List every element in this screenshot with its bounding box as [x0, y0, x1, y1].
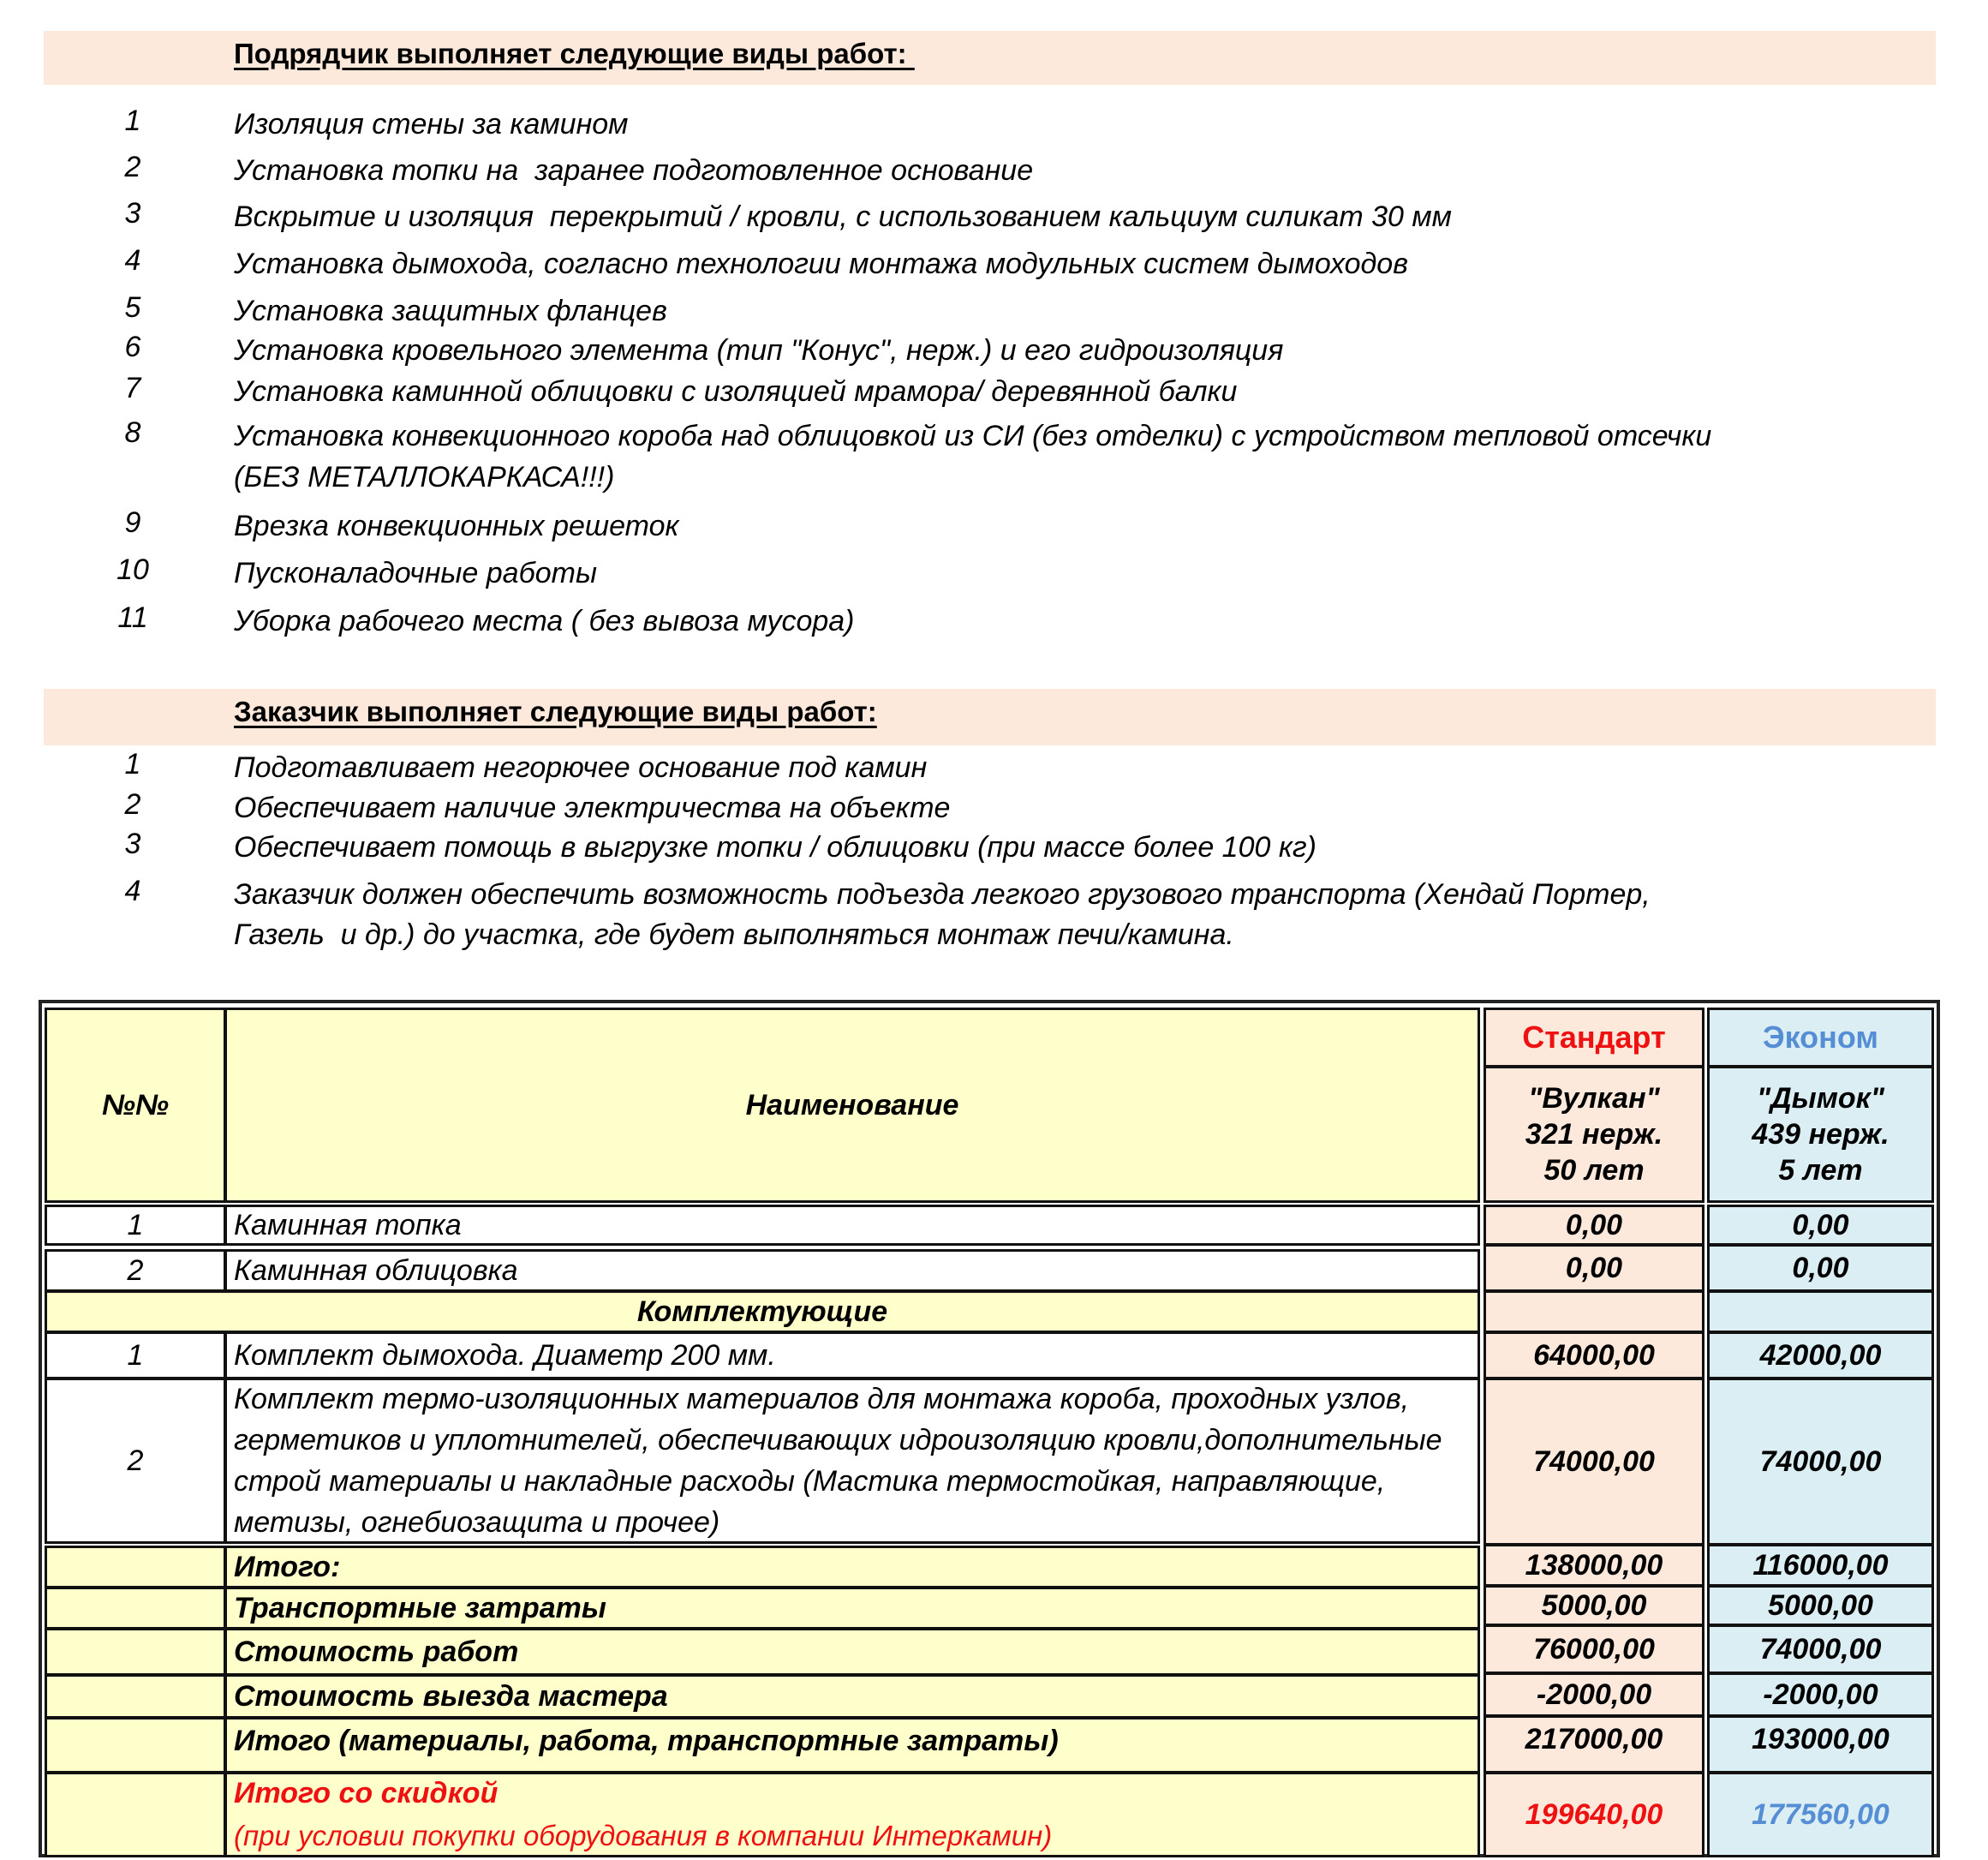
row-standard-price: 76000,00 [1484, 1624, 1704, 1674]
row-econom-price: 193000,00 [1707, 1715, 1934, 1773]
list-item: Подготавливает негорючее основание под камин [234, 751, 928, 784]
row-standard-price: 0,00 [1484, 1244, 1704, 1292]
row-standard-price: 5000,00 [1484, 1585, 1704, 1626]
row-name: Комплект термо-изоляционных материалов для монтажа короба, проходных узлов, герметиков и уплотнителей, обеспечивающих идроизоляцию кровли,дополнительные строй материалы и накладные расходы (Мастика термостойкая, направляющие, метизы, огнебиозащита и прочее) [224, 1378, 1480, 1544]
row-number: 1 [45, 1331, 226, 1379]
row-econom-price: 0,00 [1707, 1205, 1934, 1246]
list-item: Заказчик должен обеспечить возможность подъезда легкого грузового транспорта (Хендай Портер, [234, 878, 1651, 911]
list-item: Пусконаладочные работы [234, 557, 597, 589]
column-header-name: Наименование [224, 1008, 1480, 1203]
list-item-number: 9 [124, 506, 141, 539]
standard-product-steel: 321 нерж. [1525, 1118, 1663, 1151]
row-standard-price: -2000,00 [1484, 1672, 1704, 1717]
standard-product-name: "Вулкан" [1528, 1082, 1660, 1115]
list-item: Уборка рабочего места ( без вывоза мусора) [234, 605, 855, 637]
econom-product-name: "Дымок" [1757, 1082, 1884, 1115]
row-name: Итого: [224, 1546, 1480, 1588]
row-standard-price: 74000,00 [1484, 1378, 1704, 1546]
list-item-continuation: Газель и др.) до участка, где будет выполняться монтаж печи/камина. [234, 918, 1234, 951]
list-item-number: 4 [124, 244, 141, 277]
list-item-number: 5 [124, 291, 141, 324]
econom-product-info [1707, 1066, 1934, 1203]
list-item: Установка каминной облицовки с изоляцией мрамора/ деревянной балки [234, 375, 1238, 408]
row-econom-price: 5000,00 [1707, 1585, 1934, 1626]
list-item-number: 7 [124, 372, 141, 404]
list-item-number: 3 [124, 197, 141, 230]
list-item: Установка кровельного элемента (тип "Конус", нерж.) и его гидроизоляция [234, 334, 1284, 367]
row-number-empty [45, 1628, 226, 1676]
econom-product-warranty: 5 лет [1778, 1154, 1863, 1187]
list-item-number: 4 [124, 875, 141, 907]
list-item: Установка конвекционного короба над облицовкой из СИ (без отделки) с устройством тепловой отсечки [234, 420, 1712, 452]
list-item: Установка защитных фланцев [234, 295, 667, 327]
column-header-number: №№ [45, 1008, 226, 1203]
row-name: Каминная топка [224, 1205, 1480, 1246]
list-item-number: 6 [124, 331, 141, 363]
row-name: Комплект дымохода. Диаметр 200 мм. [224, 1331, 1480, 1379]
list-item-number: 1 [124, 748, 141, 780]
row-number: 2 [45, 1378, 226, 1544]
list-item-number: 11 [117, 601, 148, 634]
list-item-number: 2 [124, 151, 141, 183]
row-number: 1 [45, 1205, 226, 1246]
row-econom-price: -2000,00 [1707, 1672, 1934, 1717]
row-standard-price: 0,00 [1484, 1205, 1704, 1246]
list-item: Установка топки на заранее подготовленное основание [234, 154, 1034, 187]
list-item: Изоляция стены за камином [234, 108, 629, 141]
list-item-continuation: (БЕЗ МЕТАЛЛОКАРКАСА!!!) [234, 461, 615, 493]
row-name: Стоимость выезда мастера [224, 1674, 1480, 1719]
row-number-empty [45, 1587, 226, 1630]
row-name: Транспортные затраты [224, 1587, 1480, 1630]
row-number-empty [45, 1717, 226, 1773]
discount-title: Итого со скидкой [234, 1777, 498, 1809]
list-item: Вскрытие и изоляция перекрытий / кровли, с использованием кальциум силикат 30 мм [234, 200, 1452, 233]
contractor-title: Подрядчик выполняет следующие виды работ: [234, 38, 915, 69]
column-header-standard: Стандарт [1484, 1008, 1704, 1068]
customer-title: Заказчик выполняет следующие виды работ: [234, 696, 877, 727]
row-number-empty [45, 1546, 226, 1588]
list-item-number: 8 [124, 416, 141, 449]
row-econom-price: 74000,00 [1707, 1624, 1934, 1674]
row-number-empty [45, 1674, 226, 1719]
list-item-number: 1 [124, 105, 141, 137]
row-standard-price: 217000,00 [1484, 1715, 1704, 1773]
row-number: 2 [45, 1249, 226, 1292]
row-name: Стоимость работ [224, 1628, 1480, 1676]
discount-label [224, 1772, 1480, 1857]
row-standard-price: 138000,00 [1484, 1544, 1704, 1587]
discount-econom-price: 177560,00 [1707, 1772, 1934, 1857]
row-standard-price: 64000,00 [1484, 1331, 1704, 1379]
list-item-number: 2 [124, 788, 141, 821]
list-item: Врезка конвекционных решеток [234, 510, 679, 542]
list-item: Обеспечивает помощь в выгрузке топки / облицовки (при массе более 100 кг) [234, 831, 1316, 864]
econom-product-steel: 439 нерж. [1752, 1118, 1889, 1151]
discount-standard-price: 199640,00 [1484, 1772, 1704, 1857]
row-econom-price: 74000,00 [1707, 1378, 1934, 1546]
section-econom-empty [1707, 1290, 1934, 1333]
standard-product-warranty: 50 лет [1543, 1154, 1645, 1187]
list-item-number: 10 [116, 553, 149, 586]
row-number-empty [45, 1772, 226, 1857]
standard-product-info [1484, 1066, 1704, 1203]
row-econom-price: 42000,00 [1707, 1331, 1934, 1379]
discount-note: (при условии покупки оборудования в компании Интеркамин) [234, 1820, 1053, 1851]
row-econom-price: 116000,00 [1707, 1544, 1934, 1587]
list-item-number: 3 [124, 828, 141, 860]
list-item: Установка дымохода, согласно технологии монтажа модульных систем дымоходов [234, 248, 1408, 280]
section-header-components: Комплектующие [45, 1290, 1480, 1333]
row-name: Итого (материалы, работа, транспортные затраты) [224, 1717, 1480, 1773]
row-econom-price: 0,00 [1707, 1244, 1934, 1292]
section-standard-empty [1484, 1290, 1704, 1333]
column-header-econom: Эконом [1707, 1008, 1934, 1068]
list-item: Обеспечивает наличие электричества на объекте [234, 792, 951, 824]
row-name: Каминная облицовка [224, 1249, 1480, 1292]
